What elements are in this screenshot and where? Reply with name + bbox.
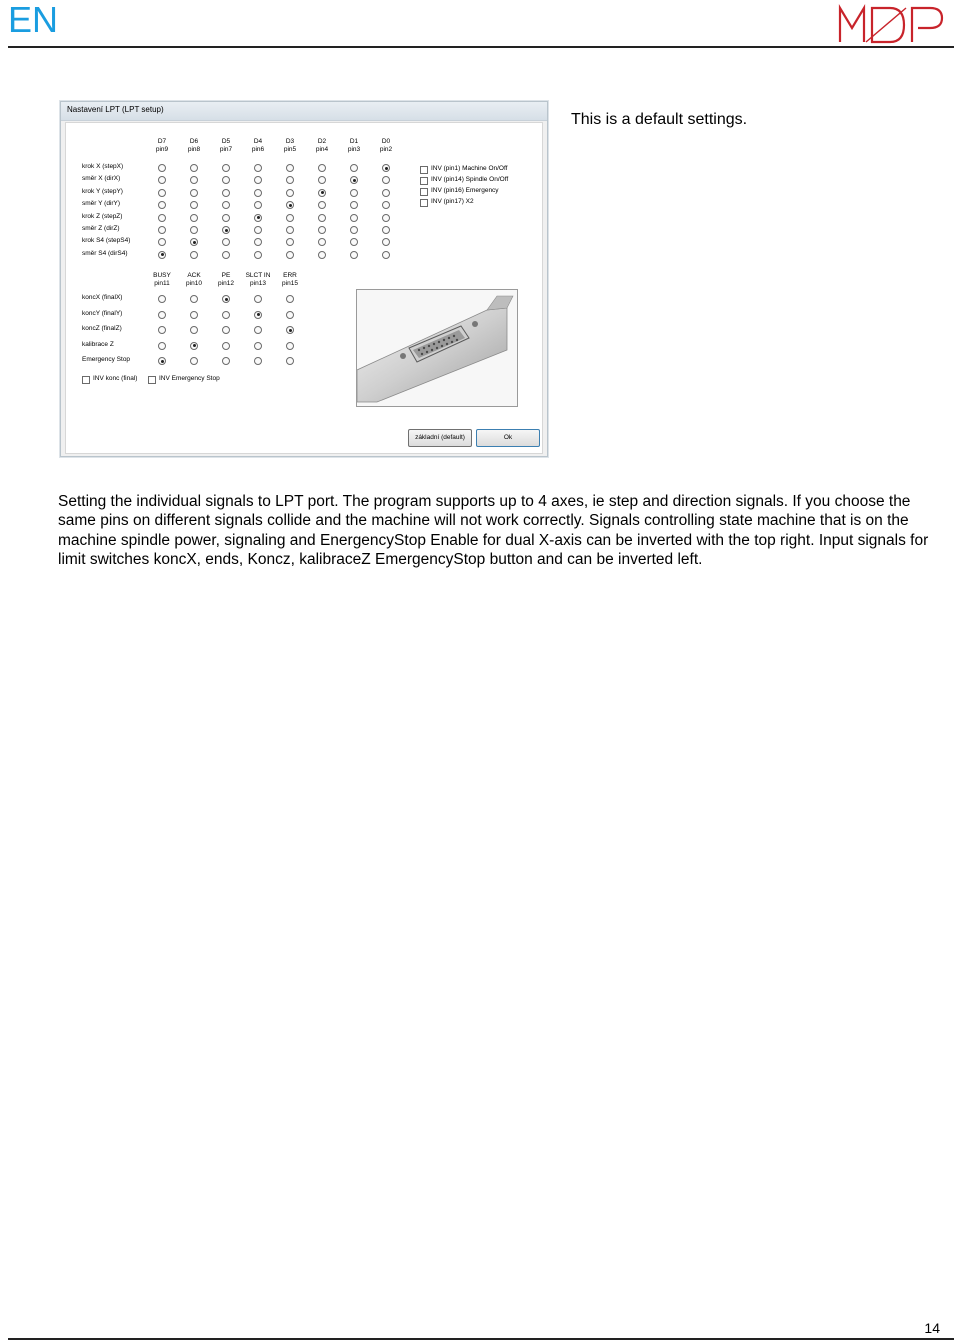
inv-checkbox[interactable] bbox=[420, 177, 428, 185]
pin-radio[interactable] bbox=[318, 201, 326, 209]
input-pin-radio[interactable] bbox=[286, 311, 294, 319]
output-row-label: směr S4 (dirS4) bbox=[82, 249, 128, 257]
input-pin-radio[interactable] bbox=[254, 311, 262, 319]
output-row-label: krok Y (stepY) bbox=[82, 187, 123, 195]
input-pin-radio[interactable] bbox=[286, 326, 294, 334]
pin-radio[interactable] bbox=[286, 214, 294, 222]
inv-checkbox-label: INV (pin14) Spindle On/Off bbox=[431, 176, 509, 183]
pin-radio[interactable] bbox=[222, 176, 230, 184]
inv-checkbox-label: INV (pin17) X2 bbox=[431, 198, 474, 205]
output-col-top-label: D6 bbox=[189, 138, 199, 145]
input-pin-radio[interactable] bbox=[158, 295, 166, 303]
input-col-pin-label: pin12 bbox=[218, 280, 234, 287]
pin-radio[interactable] bbox=[158, 238, 166, 246]
pin-radio[interactable] bbox=[382, 164, 390, 172]
header-rule bbox=[8, 46, 954, 48]
pin-radio[interactable] bbox=[286, 201, 294, 209]
pin-radio[interactable] bbox=[382, 176, 390, 184]
input-pin-radio[interactable] bbox=[190, 342, 198, 350]
input-row-label: Emergency Stop bbox=[82, 356, 131, 363]
pin-radio[interactable] bbox=[318, 214, 326, 222]
input-pin-radio[interactable] bbox=[190, 311, 198, 319]
input-pin-radio[interactable] bbox=[190, 326, 198, 334]
input-pin-radio[interactable] bbox=[222, 295, 230, 303]
output-row-label: směr Y (dirY) bbox=[82, 200, 121, 208]
pin-radio[interactable] bbox=[286, 176, 294, 184]
input-pin-radio[interactable] bbox=[254, 342, 262, 350]
inv-checkbox[interactable] bbox=[420, 199, 428, 207]
input-pin-radio[interactable] bbox=[158, 342, 166, 350]
input-col-pin-label: pin10 bbox=[186, 280, 202, 287]
input-row-label: kalibrace Z bbox=[82, 340, 114, 348]
bottom-checkbox[interactable] bbox=[148, 376, 156, 384]
pin-radio[interactable] bbox=[190, 214, 198, 222]
output-col-pin-label: pin9 bbox=[155, 146, 169, 153]
pin-radio[interactable] bbox=[190, 201, 198, 209]
pin-radio[interactable] bbox=[254, 214, 262, 222]
output-col-pin-label: pin3 bbox=[347, 146, 361, 153]
pin-radio[interactable] bbox=[382, 226, 390, 234]
output-row-label: směr Z (dirZ) bbox=[82, 225, 120, 232]
output-col-top-label: D7 bbox=[157, 138, 167, 145]
output-col-top-label: D1 bbox=[349, 138, 359, 145]
input-row-label: koncZ (finalZ) bbox=[82, 325, 122, 332]
output-row-label: krok X (stepX) bbox=[82, 163, 124, 170]
output-col-top-label: D3 bbox=[285, 138, 295, 145]
inv-checkbox[interactable] bbox=[420, 188, 428, 196]
input-pin-radio[interactable] bbox=[222, 342, 230, 350]
input-pin-radio[interactable] bbox=[158, 326, 166, 334]
input-col-top-label: BUSY bbox=[153, 272, 171, 279]
pin-radio[interactable] bbox=[158, 226, 166, 234]
inv-checkbox[interactable] bbox=[420, 166, 428, 174]
input-pin-radio[interactable] bbox=[254, 295, 262, 303]
pin-radio[interactable] bbox=[318, 164, 326, 172]
input-pin-radio[interactable] bbox=[222, 357, 230, 365]
pin-radio[interactable] bbox=[254, 176, 262, 184]
pin-radio[interactable] bbox=[254, 226, 262, 234]
pin-radio[interactable] bbox=[254, 201, 262, 209]
pin-radio[interactable] bbox=[350, 226, 358, 234]
ok-button[interactable]: Ok bbox=[476, 429, 540, 447]
input-pin-radio[interactable] bbox=[286, 342, 294, 350]
output-col-pin-label: pin2 bbox=[379, 146, 393, 153]
pin-radio[interactable] bbox=[286, 164, 294, 172]
output-row-label: krok Z (stepZ) bbox=[82, 212, 123, 220]
footer-rule bbox=[8, 1338, 954, 1340]
pin-radio[interactable] bbox=[382, 238, 390, 246]
pin-radio[interactable] bbox=[382, 214, 390, 222]
pin-radio[interactable] bbox=[318, 226, 326, 234]
pin-radio[interactable] bbox=[318, 189, 326, 197]
output-row-label: krok S4 (stepS4) bbox=[82, 237, 131, 245]
pin-radio[interactable] bbox=[350, 238, 358, 246]
output-col-top-label: D2 bbox=[317, 138, 327, 145]
pin-radio[interactable] bbox=[158, 201, 166, 209]
pin-radio[interactable] bbox=[286, 226, 294, 234]
input-pin-radio[interactable] bbox=[190, 357, 198, 365]
input-pin-radio[interactable] bbox=[254, 357, 262, 365]
pin-radio[interactable] bbox=[382, 201, 390, 209]
input-pin-radio[interactable] bbox=[286, 295, 294, 303]
pin-radio[interactable] bbox=[382, 251, 390, 259]
pin-radio[interactable] bbox=[222, 238, 230, 246]
output-row-label: směr X (dirX) bbox=[82, 175, 121, 183]
input-pin-radio[interactable] bbox=[190, 295, 198, 303]
pin-radio[interactable] bbox=[158, 189, 166, 197]
input-pin-radio[interactable] bbox=[222, 311, 230, 319]
output-col-pin-label: pin6 bbox=[251, 146, 265, 153]
pin-radio[interactable] bbox=[222, 189, 230, 197]
pin-radio[interactable] bbox=[286, 251, 294, 259]
output-col-pin-label: pin5 bbox=[283, 146, 297, 153]
pin-radio[interactable] bbox=[190, 226, 198, 234]
pin-radio[interactable] bbox=[350, 176, 358, 184]
output-col-top-label: D0 bbox=[381, 138, 391, 145]
mdp-logo bbox=[838, 4, 954, 44]
input-col-pin-label: pin11 bbox=[154, 280, 170, 287]
language-code: EN bbox=[8, 0, 59, 40]
pin-radio[interactable] bbox=[158, 214, 166, 222]
dialog-titlebar bbox=[61, 102, 547, 121]
pin-radio[interactable] bbox=[158, 251, 166, 259]
pin-radio[interactable] bbox=[318, 176, 326, 184]
input-pin-radio[interactable] bbox=[254, 326, 262, 334]
page-number: 14 bbox=[924, 1320, 940, 1336]
pin-radio[interactable] bbox=[222, 164, 230, 172]
input-pin-radio[interactable] bbox=[158, 357, 166, 365]
default-button[interactable]: základní (default) bbox=[408, 429, 472, 447]
pin-radio[interactable] bbox=[350, 189, 358, 197]
input-pin-radio[interactable] bbox=[158, 311, 166, 319]
pin-radio[interactable] bbox=[382, 189, 390, 197]
pin-radio[interactable] bbox=[190, 189, 198, 197]
output-col-pin-label: pin8 bbox=[187, 146, 201, 153]
input-col-top-label: ERR bbox=[283, 272, 297, 279]
pin-radio[interactable] bbox=[222, 226, 230, 234]
db25-bracket-image bbox=[357, 290, 517, 406]
bottom-checkbox-label: INV konc (final) bbox=[93, 375, 138, 382]
pin-radio[interactable] bbox=[158, 176, 166, 184]
pin-radio[interactable] bbox=[254, 238, 262, 246]
output-col-top-label: D5 bbox=[221, 138, 231, 145]
pin-radio[interactable] bbox=[286, 189, 294, 197]
input-row-label: koncY (finalY) bbox=[82, 309, 123, 317]
lpt-connector-photo bbox=[356, 289, 518, 407]
input-col-top-label: PE bbox=[221, 272, 231, 279]
body-paragraph: Setting the individual signals to LPT port. The program supports up to 4 axes, ie step and direction signals. If you choose the same pins on different signals collide and the machine will not work correctly. Signals controlling state machine that is on the machine spindle power, signaling and EnergencyStop Enable for dual X-axis can be inverted with the top right. Input signals for limit switches koncX, ends, Koncz, kalibraceZ EmergencyStop button and can be inverted left. bbox=[58, 493, 929, 568]
bottom-checkbox[interactable] bbox=[82, 376, 90, 384]
pin-radio[interactable] bbox=[190, 251, 198, 259]
output-col-pin-label: pin4 bbox=[315, 146, 329, 153]
output-col-top-label: D4 bbox=[253, 138, 263, 145]
side-note: This is a default settings. bbox=[571, 111, 748, 128]
pin-radio[interactable] bbox=[190, 176, 198, 184]
dialog-title: Nastavení LPT (LPT setup) bbox=[67, 105, 164, 114]
pin-radio[interactable] bbox=[318, 238, 326, 246]
input-col-pin-label: pin15 bbox=[282, 280, 298, 287]
pin-radio[interactable] bbox=[254, 251, 262, 259]
input-pin-radio[interactable] bbox=[286, 357, 294, 365]
dialog-body bbox=[65, 122, 543, 454]
input-col-pin-label: pin13 bbox=[250, 280, 266, 287]
input-row-label: koncX (finalX) bbox=[82, 294, 123, 301]
inv-checkbox-label: INV (pin16) Emergency bbox=[431, 187, 499, 194]
pin-radio[interactable] bbox=[254, 164, 262, 172]
pin-radio[interactable] bbox=[350, 251, 358, 259]
input-col-top-label: SLCT IN bbox=[245, 272, 271, 279]
bottom-checkbox-label: INV Emergency Stop bbox=[159, 375, 220, 382]
pin-radio[interactable] bbox=[350, 164, 358, 172]
pin-radio[interactable] bbox=[222, 201, 230, 209]
input-pin-radio[interactable] bbox=[222, 326, 230, 334]
pin-radio[interactable] bbox=[350, 201, 358, 209]
pin-radio[interactable] bbox=[222, 214, 230, 222]
pin-radio[interactable] bbox=[222, 251, 230, 259]
pin-radio[interactable] bbox=[286, 238, 294, 246]
pin-radio[interactable] bbox=[350, 214, 358, 222]
input-col-top-label: ACK bbox=[187, 272, 201, 279]
pin-radio[interactable] bbox=[318, 251, 326, 259]
pin-radio[interactable] bbox=[190, 164, 198, 172]
pin-radio[interactable] bbox=[190, 238, 198, 246]
pin-radio[interactable] bbox=[158, 164, 166, 172]
inv-checkbox-label: INV (pin1) Machine On/Off bbox=[431, 165, 508, 172]
pin-radio[interactable] bbox=[254, 189, 262, 197]
output-col-pin-label: pin7 bbox=[219, 146, 233, 153]
lpt-setup-dialog bbox=[60, 101, 548, 457]
